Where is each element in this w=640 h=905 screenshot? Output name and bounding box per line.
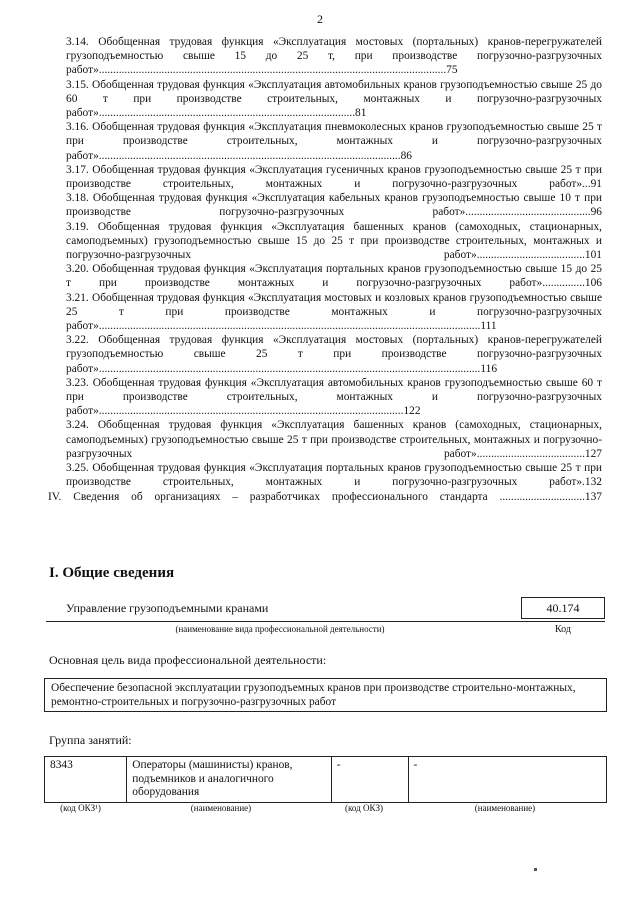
activity-code: 40.174	[546, 600, 580, 615]
toc-entry-3-22[interactable]: 3.22. Обобщенная трудовая функция «Эксплуатация мостовых (портальных) кранов-перегружателей грузоподъемностью свыше 25 т при производстве погрузочно-разгрузочных работ»......................................................................................................................................116	[66, 334, 602, 375]
toc-entry-3-17[interactable]: 3.17. Обобщенная трудовая функция «Эксплуатация гусеничных кранов грузоподъемностью свыше 25 т при производстве строительных, монтажных и погрузочно-разгрузочных работ»...91	[66, 163, 602, 191]
caption-name-2: (наименование)	[474, 803, 536, 813]
toc-entry-3-19[interactable]: 3.19. Обобщенная трудовая функция «Эксплуатация башенных кранов (самоходных, стационарных, самоподъемных) грузоподъемностью свыше 15 до 25 т при производстве строительных, монтажных и погрузочно-разгрузочных работ»......................................101	[66, 220, 602, 262]
table-row	[45, 757, 607, 803]
toc-entry-3-24[interactable]: 3.24. Обобщенная трудовая функция «Эксплуатация башенных кранов (самоходных, стационарных, самоподъемных) грузоподъемностью свыше 25 т при производстве строительных, монтажных и погрузочно-разгрузочных работ»......................................127	[66, 419, 602, 460]
toc-entry-3-20[interactable]: 3.20. Обобщенная трудовая функция «Эксплуатация портальных кранов грузоподъемностью свыше 15 до 25 т при производстве монтажных и погрузочно-разгрузочных работ»...............106	[66, 263, 602, 290]
okz-name-cell: Операторы (машинисты) кранов, подъемников и аналогичного оборудования	[127, 757, 331, 803]
code-underline	[514, 621, 605, 622]
group-label: Группа занятий:	[49, 733, 132, 747]
caption-okz-code: (код ОКЗ¹)	[60, 803, 101, 813]
goal-text: Обеспечение безопасной эксплуатации грузоподъемных кранов при производстве строительно-монтажных, ремонтно-строительных и погрузочно-разгрузочных работ	[51, 682, 576, 708]
goal-label: Основная цель вида профессиональной деятельности:	[49, 653, 327, 667]
goal-box	[44, 678, 607, 712]
okz-code-cell: 8343	[45, 757, 127, 803]
toc-entry-iv[interactable]: IV. Сведения об организациях – разработчиках профессионального стандарта ..............................137	[48, 490, 602, 503]
activity-code-caption: Код	[555, 624, 571, 635]
table-of-contents	[48, 35, 602, 504]
activity-name: Управление грузоподъемными кранами	[66, 601, 269, 615]
toc-entry-3-23[interactable]: 3.23. Обобщенная трудовая функция «Эксплуатация автомобильных кранов грузоподъемностью свыше 60 т при производстве строительных, монтажных и погрузочно-разгрузочных работ»...........................................................................................................122	[66, 376, 602, 418]
okz-name-cell-2: -	[408, 757, 606, 803]
page-number: 2	[317, 12, 323, 26]
activity-code-box	[521, 597, 605, 619]
occupation-table-captions	[44, 803, 607, 813]
toc-entry-3-18[interactable]: 3.18. Обобщенная трудовая функция «Эксплуатация кабельных кранов грузоподъемностью свыше 10 т при производстве погрузочно-разгрузочных работ»............................................96	[66, 192, 602, 219]
activity-underline	[46, 621, 514, 622]
toc-entry-3-25[interactable]: 3.25. Обобщенная трудовая функция «Эксплуатация портальных кранов грузоподъемностью свыше 25 т при производстве строительных, монтажных и погрузочно-разгрузочных работ».132	[66, 462, 602, 489]
toc-entry-3-14[interactable]: 3.14. Обобщенная трудовая функция «Эксплуатация мостовых (портальных) кранов-перегружателей грузоподъемностью свыше 15 до 25 т, при производстве погрузочно-разгрузочных работ»..........................................................................................................................75	[66, 36, 602, 77]
scan-mark	[534, 868, 537, 871]
activity-name-caption: (наименование вида профессиональной деятельности)	[175, 624, 385, 634]
toc-entry-3-15[interactable]: 3.15. Обобщенная трудовая функция «Эксплуатация автомобильных кранов грузоподъемностью свыше 25 до 60 т при производстве строительных, монтажных и погрузочно-разгрузочных работ»..........................................................................................81	[66, 78, 602, 120]
caption-okz-code-2: (код ОКЗ)	[345, 803, 383, 813]
caption-name: (наименование)	[190, 803, 252, 813]
toc-entry-3-21[interactable]: 3.21. Обобщенная трудовая функция «Эксплуатация мостовых и козловых кранов грузоподъемностью свыше 25 т при производстве монтажных и погрузочно-разгрузочных работ»......................................................................................................................................111	[66, 291, 602, 333]
section-title: I. Общие сведения	[49, 565, 175, 581]
toc-entry-3-16[interactable]: 3.16. Обобщенная трудовая функция «Эксплуатация пневмоколесных кранов грузоподъемностью свыше 25 т при производстве строительных, монтажных и погрузочно-разгрузочных работ»..........................................................................................................86	[66, 121, 602, 162]
okz-code-cell-2: -	[331, 757, 408, 803]
occupation-group-table	[44, 756, 607, 803]
